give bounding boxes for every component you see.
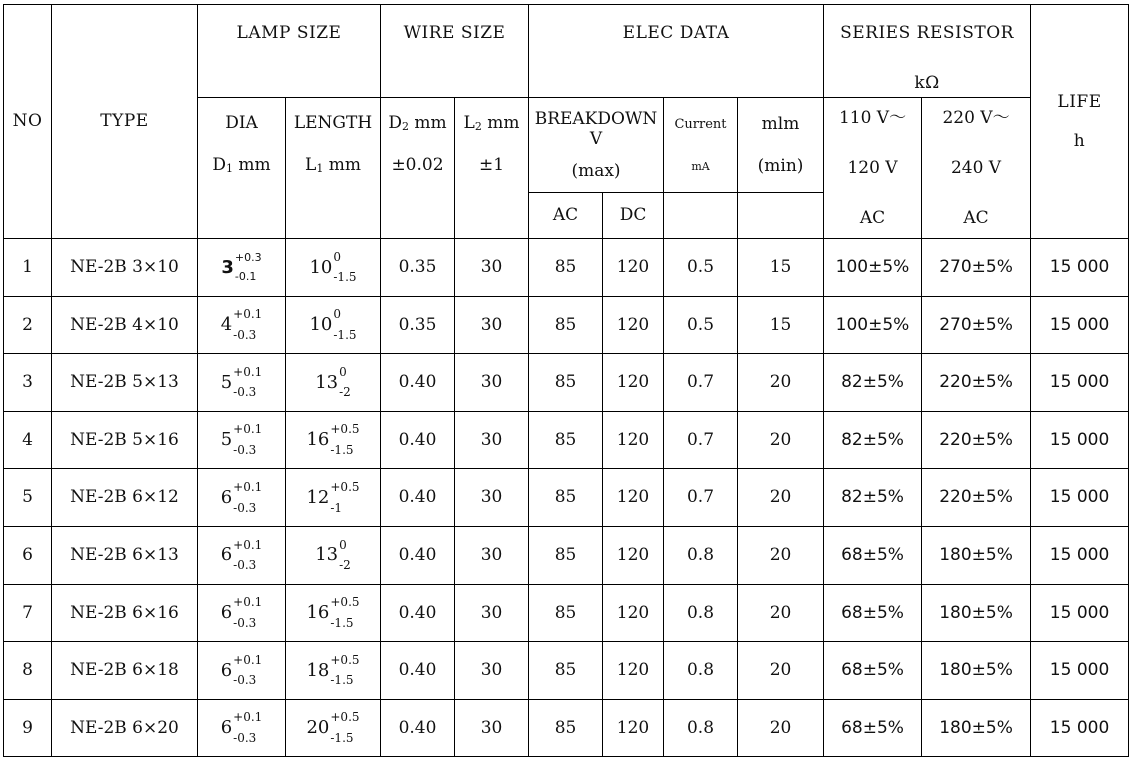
cell-dia	[198, 642, 286, 700]
header-ac: AC	[529, 193, 603, 239]
cell-no: 7	[4, 584, 52, 642]
cell-ac: 85	[529, 584, 603, 642]
cell-d2: 0.40	[381, 584, 455, 642]
current-label: Current	[674, 116, 727, 132]
dia-tolerance	[220, 710, 263, 746]
length-tolerance	[309, 249, 357, 285]
header-current	[664, 98, 738, 193]
cell-length	[286, 584, 381, 642]
cell-mlm: 20	[738, 699, 824, 757]
dia-upper: +0.1	[233, 364, 263, 379]
cell-life: 15 000	[1031, 469, 1129, 527]
cell-length	[286, 411, 381, 469]
series-resistor-unit: kΩ	[914, 72, 940, 93]
dia-upper: +0.1	[233, 537, 263, 552]
d2-tolerance: ±0.02	[391, 154, 444, 175]
cell-dc: 120	[603, 296, 664, 354]
cell-r220: 180±5%	[922, 584, 1031, 642]
series-resistor-label: SERIES RESISTOR	[840, 23, 1014, 43]
cell-mlm: 20	[738, 469, 824, 527]
cell-length	[286, 526, 381, 584]
v120-label: 120 V	[847, 157, 898, 178]
header-mlm-blank	[738, 193, 824, 239]
length-upper: 0	[333, 307, 342, 322]
cell-r220: 270±5%	[922, 296, 1031, 354]
length-lower: -1.5	[333, 270, 357, 285]
cell-no: 9	[4, 699, 52, 757]
cell-l2: 30	[455, 354, 529, 412]
v240-label: 240 V	[950, 157, 1002, 178]
length-upper: 0	[339, 364, 347, 379]
dia-tolerance	[220, 307, 263, 342]
cell-current: 0.8	[664, 526, 738, 584]
breakdown-label: BREAKDOWN V	[534, 108, 658, 150]
cell-d2: 0.40	[381, 699, 455, 757]
cell-l2: 30	[455, 584, 529, 642]
length-tolerance	[309, 307, 357, 342]
cell-life: 15 000	[1031, 584, 1129, 642]
length-base: 12	[306, 486, 330, 508]
cell-length	[286, 699, 381, 757]
length-upper: +0.5	[330, 710, 360, 725]
dia-lower: -0.3	[233, 673, 257, 688]
cell-dc: 120	[603, 526, 664, 584]
length-tolerance	[306, 480, 360, 515]
cell-dia	[198, 354, 286, 412]
cell-current: 0.5	[664, 296, 738, 354]
cell-type: NE-2B 6×13	[52, 526, 198, 584]
cell-type: NE-2B 6×20	[52, 699, 198, 757]
cell-mlm: 20	[738, 354, 824, 412]
length-lower: -1.5	[330, 731, 354, 746]
cell-life: 15 000	[1031, 411, 1129, 469]
dia-base: 6	[220, 544, 233, 566]
length-base: 16	[306, 602, 330, 624]
l2-unit: L2 mm	[463, 112, 520, 133]
dia-tolerance	[220, 480, 263, 515]
cell-r220: 180±5%	[922, 699, 1031, 757]
document	[3, 4, 1129, 757]
dia-lower: -0.3	[233, 443, 257, 458]
v220-ac-label: AC	[963, 207, 989, 228]
cell-dc: 120	[603, 411, 664, 469]
cell-no: 6	[4, 526, 52, 584]
cell-no: 3	[4, 354, 52, 412]
header-current-blank	[664, 193, 738, 239]
length-upper: +0.5	[330, 652, 360, 667]
header-row-1	[4, 5, 1129, 98]
dia-tolerance	[220, 537, 263, 573]
cell-d2: 0.40	[381, 526, 455, 584]
length-upper: +0.5	[330, 595, 360, 610]
cell-ac: 85	[529, 642, 603, 700]
cell-r110: 68±5%	[824, 642, 922, 700]
length-lower: -1.5	[330, 615, 354, 630]
cell-r220: 220±5%	[922, 411, 1031, 469]
table-row	[4, 526, 1129, 584]
cell-current: 0.5	[664, 239, 738, 297]
cell-no: 8	[4, 642, 52, 700]
cell-dc: 120	[603, 584, 664, 642]
dia-lower: -0.3	[233, 731, 257, 746]
header-dia	[198, 98, 286, 239]
length-upper: +0.5	[330, 422, 360, 437]
cell-ac: 85	[529, 469, 603, 527]
cell-mlm: 15	[738, 296, 824, 354]
cell-r110: 100±5%	[824, 239, 922, 297]
dia-upper: +0.3	[234, 250, 262, 264]
dia-lower: -0.3	[233, 558, 257, 573]
v110-label: 110 V～	[838, 108, 907, 128]
cell-life: 15 000	[1031, 239, 1129, 297]
cell-dia	[198, 411, 286, 469]
header-d2	[381, 98, 455, 239]
dia-tolerance	[220, 364, 263, 400]
length-lower: -1.5	[330, 443, 354, 458]
table-row	[4, 354, 1129, 412]
length-base: 18	[306, 659, 330, 681]
cell-life: 15 000	[1031, 526, 1129, 584]
cell-type: NE-2B 5×13	[52, 354, 198, 412]
cell-r110: 68±5%	[824, 699, 922, 757]
current-unit: mA	[691, 160, 710, 173]
cell-dia	[198, 296, 286, 354]
cell-dc: 120	[603, 354, 664, 412]
cell-ac: 85	[529, 699, 603, 757]
length-unit: L1 mm	[305, 154, 361, 175]
table-row	[4, 239, 1129, 297]
cell-r220: 220±5%	[922, 469, 1031, 527]
cell-length	[286, 296, 381, 354]
dia-base: 6	[220, 486, 233, 508]
cell-current: 0.7	[664, 354, 738, 412]
dia-base: 5	[220, 371, 233, 393]
cell-r110: 68±5%	[824, 526, 922, 584]
length-base: 13	[315, 371, 339, 393]
cell-dc: 120	[603, 469, 664, 527]
cell-r220: 270±5%	[922, 239, 1031, 297]
cell-current: 0.8	[664, 584, 738, 642]
cell-l2: 30	[455, 699, 529, 757]
table-row	[4, 411, 1129, 469]
cell-no: 5	[4, 469, 52, 527]
dia-upper: +0.1	[233, 652, 263, 667]
length-tolerance	[315, 537, 351, 573]
length-upper: 0	[339, 537, 347, 552]
header-life	[1031, 5, 1129, 239]
cell-d2: 0.40	[381, 642, 455, 700]
cell-type: NE-2B 3×10	[52, 239, 198, 297]
cell-l2: 30	[455, 526, 529, 584]
cell-l2: 30	[455, 239, 529, 297]
dia-tolerance	[220, 652, 263, 688]
cell-l2: 30	[455, 642, 529, 700]
dia-lower: -0.3	[233, 385, 257, 400]
cell-r220: 180±5%	[922, 526, 1031, 584]
length-base: 16	[306, 429, 330, 451]
cell-dia	[198, 239, 286, 297]
header-wire-size: WIRE SIZE	[381, 5, 529, 98]
header-length	[286, 98, 381, 239]
dia-base: 6	[220, 602, 233, 624]
cell-dia	[198, 584, 286, 642]
table-row	[4, 699, 1129, 757]
cell-dia	[198, 469, 286, 527]
table-row	[4, 584, 1129, 642]
cell-ac: 85	[529, 296, 603, 354]
length-base: 20	[306, 717, 330, 739]
cell-l2: 30	[455, 296, 529, 354]
dia-upper: +0.1	[233, 595, 263, 610]
length-upper: 0	[333, 249, 342, 264]
header-220v	[922, 98, 1031, 239]
length-lower: -1.5	[330, 673, 354, 688]
length-lower: -2	[339, 385, 351, 400]
dia-base: 5	[220, 429, 233, 451]
length-tolerance	[315, 364, 351, 400]
cell-r110: 82±5%	[824, 411, 922, 469]
cell-current: 0.8	[664, 699, 738, 757]
cell-life: 15 000	[1031, 699, 1129, 757]
length-lower: -2	[339, 558, 351, 573]
length-upper: +0.5	[330, 480, 360, 495]
dia-base: 3	[221, 256, 234, 278]
cell-r220: 180±5%	[922, 642, 1031, 700]
cell-r110: 82±5%	[824, 469, 922, 527]
cell-dia	[198, 526, 286, 584]
cell-mlm: 20	[738, 411, 824, 469]
dia-tolerance	[220, 422, 263, 458]
header-no: NO	[4, 5, 52, 239]
cell-d2: 0.40	[381, 354, 455, 412]
dia-upper: +0.1	[233, 307, 263, 322]
cell-ac: 85	[529, 526, 603, 584]
cell-d2: 0.35	[381, 296, 455, 354]
cell-length	[286, 642, 381, 700]
cell-dc: 120	[603, 699, 664, 757]
dia-upper: +0.1	[233, 480, 263, 495]
cell-d2: 0.40	[381, 411, 455, 469]
header-type: TYPE	[52, 5, 198, 239]
length-tolerance	[306, 595, 360, 630]
cell-type: NE-2B 6×18	[52, 642, 198, 700]
table-row	[4, 296, 1129, 354]
length-label: LENGTH	[293, 112, 373, 133]
dia-lower: -0.1	[234, 270, 257, 284]
cell-r110: 68±5%	[824, 584, 922, 642]
d2-unit: D2 mm	[388, 112, 447, 133]
cell-no: 1	[4, 239, 52, 297]
cell-type: NE-2B 5×16	[52, 411, 198, 469]
cell-mlm: 15	[738, 239, 824, 297]
header-dc: DC	[603, 193, 664, 239]
cell-r220: 220±5%	[922, 354, 1031, 412]
life-label: LIFE	[1057, 91, 1102, 112]
breakdown-max: (max)	[571, 160, 621, 181]
cell-current: 0.8	[664, 642, 738, 700]
cell-length	[286, 469, 381, 527]
header-series-resistor	[824, 5, 1031, 98]
cell-no: 4	[4, 411, 52, 469]
header-elec-data: ELEC DATA	[529, 5, 824, 98]
v110-ac-label: AC	[859, 207, 886, 228]
cell-ac: 85	[529, 354, 603, 412]
cell-mlm: 20	[738, 526, 824, 584]
dia-label: DIA	[225, 112, 258, 133]
dia-base: 6	[220, 717, 233, 739]
cell-ac: 85	[529, 411, 603, 469]
dia-tolerance	[220, 595, 263, 630]
cell-current: 0.7	[664, 411, 738, 469]
table-row	[4, 469, 1129, 527]
cell-d2: 0.40	[381, 469, 455, 527]
cell-l2: 30	[455, 411, 529, 469]
dia-base: 6	[220, 659, 233, 681]
cell-ac: 85	[529, 239, 603, 297]
cell-dia	[198, 699, 286, 757]
dia-base: 4	[220, 314, 233, 336]
cell-length	[286, 239, 381, 297]
dia-lower: -0.3	[233, 615, 257, 630]
l2-tolerance: ±1	[478, 154, 505, 175]
v220-label: 220 V～	[942, 108, 1010, 128]
header-110v	[824, 98, 922, 239]
cell-r110: 82±5%	[824, 354, 922, 412]
length-tolerance	[306, 652, 360, 688]
cell-length	[286, 354, 381, 412]
cell-dc: 120	[603, 642, 664, 700]
dia-upper: +0.1	[233, 422, 263, 437]
cell-life: 15 000	[1031, 354, 1129, 412]
length-tolerance	[306, 422, 360, 458]
cell-dc: 120	[603, 239, 664, 297]
cell-no: 2	[4, 296, 52, 354]
length-base: 10	[309, 314, 333, 336]
table-row	[4, 642, 1129, 700]
dia-lower: -0.3	[233, 500, 257, 515]
dia-upper: +0.1	[233, 710, 263, 725]
mlm-min: (min)	[757, 155, 804, 176]
length-tolerance	[306, 710, 360, 746]
header-breakdown	[529, 98, 664, 193]
length-lower: -1	[330, 500, 343, 515]
header-l2	[455, 98, 529, 239]
cell-type: NE-2B 6×12	[52, 469, 198, 527]
mlm-label: mlm	[761, 113, 800, 134]
cell-current: 0.7	[664, 469, 738, 527]
length-lower: -1.5	[333, 327, 357, 342]
data-rows	[4, 239, 1129, 757]
cell-type: NE-2B 4×10	[52, 296, 198, 354]
cell-life: 15 000	[1031, 296, 1129, 354]
cell-r110: 100±5%	[824, 296, 922, 354]
length-base: 13	[315, 544, 339, 566]
cell-l2: 30	[455, 469, 529, 527]
cell-life: 15 000	[1031, 642, 1129, 700]
cell-type: NE-2B 6×16	[52, 584, 198, 642]
dia-tolerance	[221, 250, 262, 284]
life-unit: h	[1073, 131, 1086, 152]
header-mlm	[738, 98, 824, 193]
cell-mlm: 20	[738, 584, 824, 642]
header-lamp-size: LAMP SIZE	[198, 5, 381, 98]
dia-unit: D1 mm	[212, 154, 271, 175]
cell-d2: 0.35	[381, 239, 455, 297]
cell-mlm: 20	[738, 642, 824, 700]
length-base: 10	[309, 256, 333, 278]
neon-lamp-spec-table	[3, 4, 1129, 757]
dia-lower: -0.3	[233, 327, 257, 342]
